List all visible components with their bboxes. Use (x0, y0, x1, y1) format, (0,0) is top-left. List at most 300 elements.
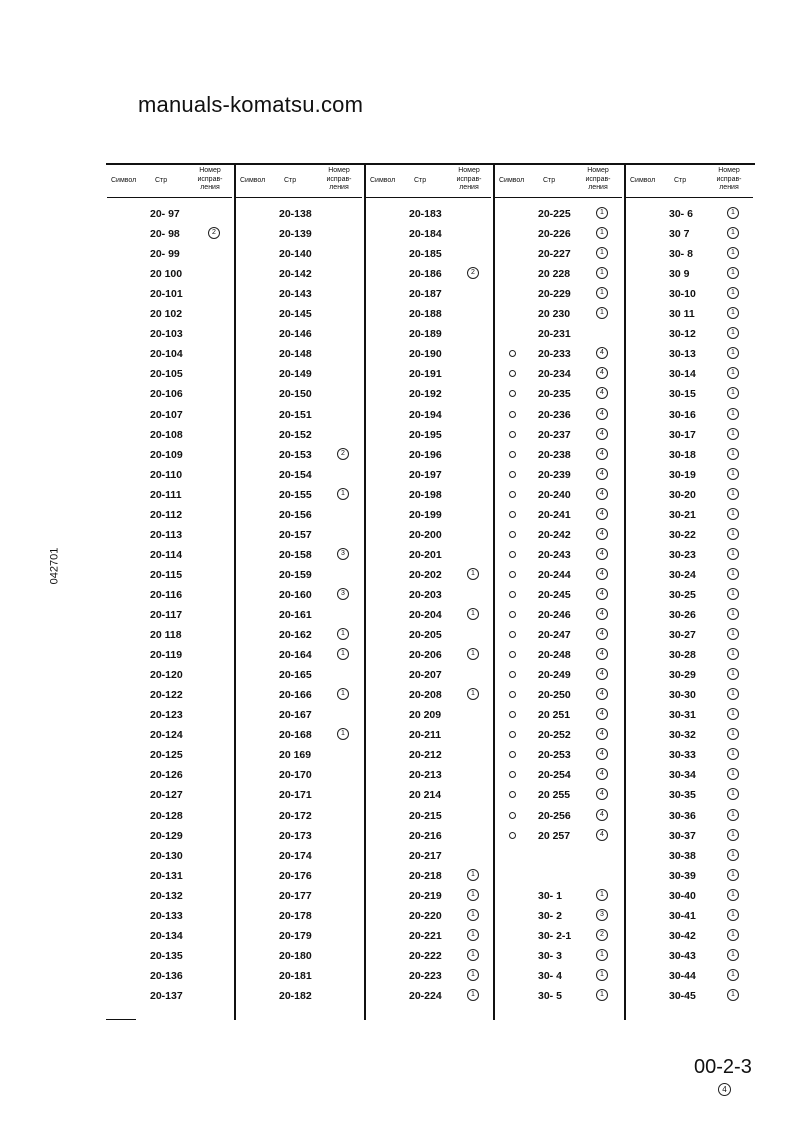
revision-circle-icon: 1 (727, 508, 739, 520)
table-row (366, 508, 493, 524)
table-row (236, 788, 364, 804)
row-page: 20 255 (538, 789, 571, 802)
revision-circle-icon: 4 (596, 708, 608, 720)
table-row (366, 327, 493, 343)
revision-circle-icon: 4 (596, 668, 608, 680)
changed-marker-icon (509, 571, 516, 578)
header-page: Стр (155, 177, 168, 184)
row-page: 20-212 (409, 749, 442, 762)
table-row (366, 889, 493, 905)
table-row (495, 247, 624, 263)
row-page: 20-126 (150, 769, 183, 782)
row-page: 20-253 (538, 749, 571, 762)
row-page: 30-42 (669, 929, 696, 942)
row-page: 20-200 (409, 528, 442, 541)
revision-circle-icon: 1 (596, 989, 608, 1001)
table-row (495, 227, 624, 243)
table-row (495, 728, 624, 744)
row-page: 20-191 (409, 368, 442, 381)
table-row (626, 829, 755, 845)
table-row (626, 548, 755, 564)
row-page: 20 257 (538, 829, 571, 842)
table-row (626, 768, 755, 784)
table-row (366, 488, 493, 504)
row-page: 20-199 (409, 508, 442, 521)
table-row (107, 949, 234, 965)
row-page: 20-177 (279, 889, 312, 902)
row-page: 20-247 (538, 629, 571, 642)
table-row (107, 748, 234, 764)
table-row (366, 588, 493, 604)
table-row (107, 227, 234, 243)
row-page: 30- 8 (669, 248, 693, 261)
row-page: 20-123 (150, 709, 183, 722)
row-page: 30-21 (669, 508, 696, 521)
table-row (626, 488, 755, 504)
table-row (495, 488, 624, 504)
row-page: 20-203 (409, 588, 442, 601)
table-row (495, 748, 624, 764)
revision-circle-icon: 1 (467, 929, 479, 941)
revision-circle-icon: 4 (596, 367, 608, 379)
revision-circle-icon: 1 (727, 648, 739, 660)
table-row (236, 227, 364, 243)
header-symbol: Символ (499, 177, 525, 184)
row-page: 20-207 (409, 669, 442, 682)
table-row (495, 969, 624, 985)
table-bottom-rule (106, 1019, 136, 1020)
table-row (495, 949, 624, 965)
column-header (495, 166, 624, 196)
header-rule (366, 197, 491, 198)
row-page: 20-254 (538, 769, 571, 782)
row-page: 30-44 (669, 969, 696, 982)
row-page: 20-115 (150, 568, 183, 581)
changed-marker-icon (509, 791, 516, 798)
row-page: 20-142 (279, 268, 312, 281)
table-row (107, 367, 234, 383)
row-page: 20-162 (279, 629, 312, 642)
table-row (236, 207, 364, 223)
revision-circle-icon: 1 (727, 869, 739, 881)
table-row (107, 588, 234, 604)
changed-marker-icon (509, 491, 516, 498)
table-row (366, 648, 493, 664)
row-page: 20-104 (150, 348, 183, 361)
page-revision-mark: 4 (718, 1083, 731, 1096)
table-row (626, 909, 755, 925)
table-row (495, 347, 624, 363)
table-row (366, 668, 493, 684)
table-row (495, 849, 624, 865)
table-row (107, 728, 234, 744)
table-row (366, 448, 493, 464)
table-row (236, 708, 364, 724)
row-page: 20-198 (409, 488, 442, 501)
table-row (626, 267, 755, 283)
revision-circle-icon: 1 (727, 307, 739, 319)
revision-circle-icon: 1 (467, 688, 479, 700)
row-page: 20-153 (279, 448, 312, 461)
table-row (626, 428, 755, 444)
row-page: 20-130 (150, 849, 183, 862)
revision-circle-icon: 1 (727, 327, 739, 339)
header-revision: Номер исправ- ления (716, 167, 742, 191)
header-symbol: Символ (370, 177, 396, 184)
table-row (626, 408, 755, 424)
revision-circle-icon: 1 (727, 849, 739, 861)
row-page: 20-186 (409, 268, 442, 281)
row-page: 20-205 (409, 629, 442, 642)
revision-circle-icon: 1 (727, 387, 739, 399)
table-row (495, 688, 624, 704)
table-row (495, 809, 624, 825)
table-row (495, 869, 624, 885)
revision-circle-icon: 1 (727, 688, 739, 700)
table-row (236, 869, 364, 885)
row-page: 20-252 (538, 729, 571, 742)
row-page: 20-173 (279, 829, 312, 842)
changed-marker-icon (509, 370, 516, 377)
row-page: 30- 4 (538, 969, 562, 982)
table-row (626, 367, 755, 383)
table-row (626, 568, 755, 584)
table-row (236, 307, 364, 323)
row-page: 20-124 (150, 729, 183, 742)
changed-marker-icon (509, 531, 516, 538)
table-row (366, 909, 493, 925)
row-page: 20-101 (150, 288, 183, 301)
table-row (236, 628, 364, 644)
row-page: 20-197 (409, 468, 442, 481)
changed-marker-icon (509, 511, 516, 518)
revision-circle-icon: 4 (596, 788, 608, 800)
table-row (236, 588, 364, 604)
row-page: 20-159 (279, 568, 312, 581)
table-row (626, 628, 755, 644)
row-page: 30-34 (669, 769, 696, 782)
revision-circle-icon: 4 (596, 347, 608, 359)
row-page: 20-152 (279, 428, 312, 441)
revision-circle-icon: 1 (596, 207, 608, 219)
row-page: 20-139 (279, 228, 312, 241)
row-page: 20-128 (150, 809, 183, 822)
row-page: 20-160 (279, 588, 312, 601)
table-row (366, 408, 493, 424)
table-row (107, 909, 234, 925)
revision-circle-icon: 4 (596, 468, 608, 480)
row-page: 30- 5 (538, 989, 562, 1002)
revision-circle-icon: 3 (337, 548, 349, 560)
table-row (626, 708, 755, 724)
revision-circle-icon: 1 (727, 728, 739, 740)
row-page: 20-235 (538, 388, 571, 401)
table-row (366, 788, 493, 804)
site-watermark: manuals-komatsu.com (138, 92, 364, 117)
table-row (366, 608, 493, 624)
row-page: 20-146 (279, 328, 312, 341)
table-row (495, 628, 624, 644)
revision-circle-icon: 2 (467, 267, 479, 279)
revision-circle-icon: 4 (596, 688, 608, 700)
header-symbol: Символ (111, 177, 137, 184)
revision-circle-icon: 1 (727, 428, 739, 440)
revision-circle-icon: 1 (727, 768, 739, 780)
revision-circle-icon: 1 (727, 568, 739, 580)
revision-circle-icon: 1 (727, 267, 739, 279)
table-row (107, 668, 234, 684)
revision-circle-icon: 1 (727, 969, 739, 981)
row-page: 20-140 (279, 248, 312, 261)
revision-circle-icon: 4 (596, 648, 608, 660)
row-page: 30-29 (669, 669, 696, 682)
table-row (366, 528, 493, 544)
table-row (107, 408, 234, 424)
table-row (626, 608, 755, 624)
row-page: 20-243 (538, 548, 571, 561)
row-page: 30-43 (669, 949, 696, 962)
row-page: 20-222 (409, 949, 442, 962)
table-row (107, 708, 234, 724)
row-page: 30-28 (669, 649, 696, 662)
table-row (495, 408, 624, 424)
revision-circle-icon: 1 (727, 207, 739, 219)
row-page: 20-127 (150, 789, 183, 802)
table-row (366, 809, 493, 825)
table-row (366, 829, 493, 845)
table-row (107, 768, 234, 784)
table-row (626, 468, 755, 484)
row-page: 30-45 (669, 989, 696, 1002)
row-page: 20-194 (409, 408, 442, 421)
header-revision: Номер исправ- ления (197, 167, 223, 191)
row-page: 20-229 (538, 288, 571, 301)
row-page: 20-125 (150, 749, 183, 762)
table-row (626, 247, 755, 263)
table-row (366, 367, 493, 383)
revision-circle-icon: 4 (596, 768, 608, 780)
changed-marker-icon (509, 451, 516, 458)
table-row (366, 628, 493, 644)
table-row (236, 889, 364, 905)
table-row (626, 227, 755, 243)
revision-circle-icon: 1 (467, 869, 479, 881)
row-page: 20-246 (538, 609, 571, 621)
table-row (366, 247, 493, 263)
column-header (236, 166, 364, 196)
row-page: 20-164 (279, 649, 312, 662)
revision-circle-icon: 2 (208, 227, 220, 239)
row-page: 20-143 (279, 288, 312, 301)
row-page: 20- 99 (150, 248, 180, 261)
row-page: 20-226 (538, 228, 571, 241)
header-page: Стр (284, 177, 297, 184)
table-row (107, 889, 234, 905)
revision-circle-icon: 1 (727, 588, 739, 600)
table-row (626, 809, 755, 825)
revision-circle-icon: 1 (467, 969, 479, 981)
revision-circle-icon: 1 (337, 728, 349, 740)
table-row (236, 909, 364, 925)
revision-circle-icon: 1 (727, 909, 739, 921)
row-page: 30- 1 (538, 889, 562, 902)
row-page: 20-217 (409, 849, 442, 862)
changed-marker-icon (509, 832, 516, 839)
changed-marker-icon (509, 411, 516, 418)
row-page: 20-134 (150, 929, 183, 942)
revision-circle-icon: 1 (467, 989, 479, 1001)
row-page: 20-165 (279, 669, 312, 682)
row-page: 20-137 (150, 989, 183, 1002)
revision-circle-icon: 1 (596, 949, 608, 961)
table-row (107, 287, 234, 303)
row-page: 30-25 (669, 588, 696, 601)
row-page: 20-180 (279, 949, 312, 962)
revision-circle-icon: 1 (337, 648, 349, 660)
table-row (366, 929, 493, 945)
revision-circle-icon: 1 (727, 548, 739, 560)
row-page: 20-244 (538, 568, 571, 581)
row-page: 30-15 (669, 388, 696, 401)
revision-circle-icon: 1 (727, 628, 739, 640)
row-page: 30-38 (669, 849, 696, 862)
table-row (366, 728, 493, 744)
table-row (626, 969, 755, 985)
table-row (626, 929, 755, 945)
row-page: 20-183 (409, 208, 442, 220)
row-page: 20-145 (279, 308, 312, 321)
header-rule (495, 197, 622, 198)
row-page: 20-227 (538, 248, 571, 261)
table-row (236, 327, 364, 343)
row-page: 20-215 (409, 809, 442, 822)
table-row (236, 367, 364, 383)
row-page: 20-208 (409, 689, 442, 702)
revision-circle-icon: 1 (596, 247, 608, 259)
row-page: 30-10 (669, 288, 696, 301)
header-page: Стр (543, 177, 556, 184)
changed-marker-icon (509, 691, 516, 698)
revision-circle-icon: 1 (727, 468, 739, 480)
table-row (626, 688, 755, 704)
revision-circle-icon: 1 (727, 227, 739, 239)
row-page: 20-158 (279, 548, 312, 561)
revision-circle-icon: 1 (337, 628, 349, 640)
row-page: 20-184 (409, 228, 442, 241)
table-row (626, 347, 755, 363)
row-page: 20-114 (150, 548, 183, 561)
row-page: 30-14 (669, 368, 696, 381)
revision-circle-icon: 1 (727, 829, 739, 841)
table-row (236, 488, 364, 504)
row-page: 20-119 (150, 649, 183, 662)
revision-circle-icon: 4 (596, 809, 608, 821)
row-page: 20-248 (538, 649, 571, 662)
revision-circle-icon: 1 (596, 267, 608, 279)
row-page: 20-181 (279, 969, 312, 982)
row-page: 20-106 (150, 388, 183, 401)
changed-marker-icon (509, 591, 516, 598)
table-row (626, 728, 755, 744)
revision-circle-icon: 1 (596, 307, 608, 319)
table-row (366, 688, 493, 704)
table-row (366, 989, 493, 1005)
revision-circle-icon: 1 (596, 287, 608, 299)
row-page: 20-174 (279, 849, 312, 862)
row-page: 20-245 (538, 588, 571, 601)
row-page: 20-172 (279, 809, 312, 822)
revision-circle-icon: 3 (596, 909, 608, 921)
row-page: 20-113 (150, 528, 183, 541)
table-row (366, 969, 493, 985)
revision-circle-icon: 3 (337, 588, 349, 600)
revision-circle-icon: 1 (337, 688, 349, 700)
table-row (366, 949, 493, 965)
table-row (236, 969, 364, 985)
table-row (366, 227, 493, 243)
table-row (626, 528, 755, 544)
table-row (107, 327, 234, 343)
header-rule (236, 197, 362, 198)
row-page: 20-206 (409, 649, 442, 662)
row-page: 20-190 (409, 348, 442, 361)
table-row (236, 688, 364, 704)
revision-circle-icon: 1 (727, 247, 739, 259)
table-row (495, 889, 624, 905)
table-row (626, 287, 755, 303)
changed-marker-icon (509, 711, 516, 718)
row-page: 20 228 (538, 268, 571, 281)
row-page: 20-236 (538, 408, 571, 421)
table-row (236, 347, 364, 363)
table-row (236, 829, 364, 845)
row-page: 20 214 (409, 789, 442, 802)
table-row (107, 608, 234, 624)
row-page: 20-155 (279, 488, 312, 501)
row-page: 20-131 (150, 869, 183, 882)
revision-circle-icon: 4 (596, 728, 608, 740)
revision-circle-icon: 1 (727, 367, 739, 379)
row-page: 20-202 (409, 568, 442, 581)
table-row (236, 448, 364, 464)
table-row (495, 829, 624, 845)
table-row (495, 207, 624, 223)
row-page: 20-192 (409, 388, 442, 401)
row-page: 20-213 (409, 769, 442, 782)
revision-circle-icon: 4 (596, 588, 608, 600)
table-row (366, 347, 493, 363)
row-page: 20-220 (409, 909, 442, 922)
changed-marker-icon (509, 390, 516, 397)
table-row (236, 267, 364, 283)
header-rule (626, 197, 753, 198)
row-page: 20-166 (279, 689, 312, 702)
table-row (107, 989, 234, 1005)
row-page: 30-17 (669, 428, 696, 441)
table-row (107, 788, 234, 804)
row-page: 20-105 (150, 368, 183, 381)
revision-circle-icon: 4 (596, 568, 608, 580)
changed-marker-icon (509, 350, 516, 357)
row-page: 30 11 (669, 308, 695, 321)
table-row (366, 387, 493, 403)
row-page: 30- 2 (538, 909, 562, 922)
table-row (107, 809, 234, 825)
table-row (626, 508, 755, 524)
revision-circle-icon: 4 (596, 829, 608, 841)
table-row (626, 588, 755, 604)
row-page: 30- 6 (669, 208, 693, 220)
